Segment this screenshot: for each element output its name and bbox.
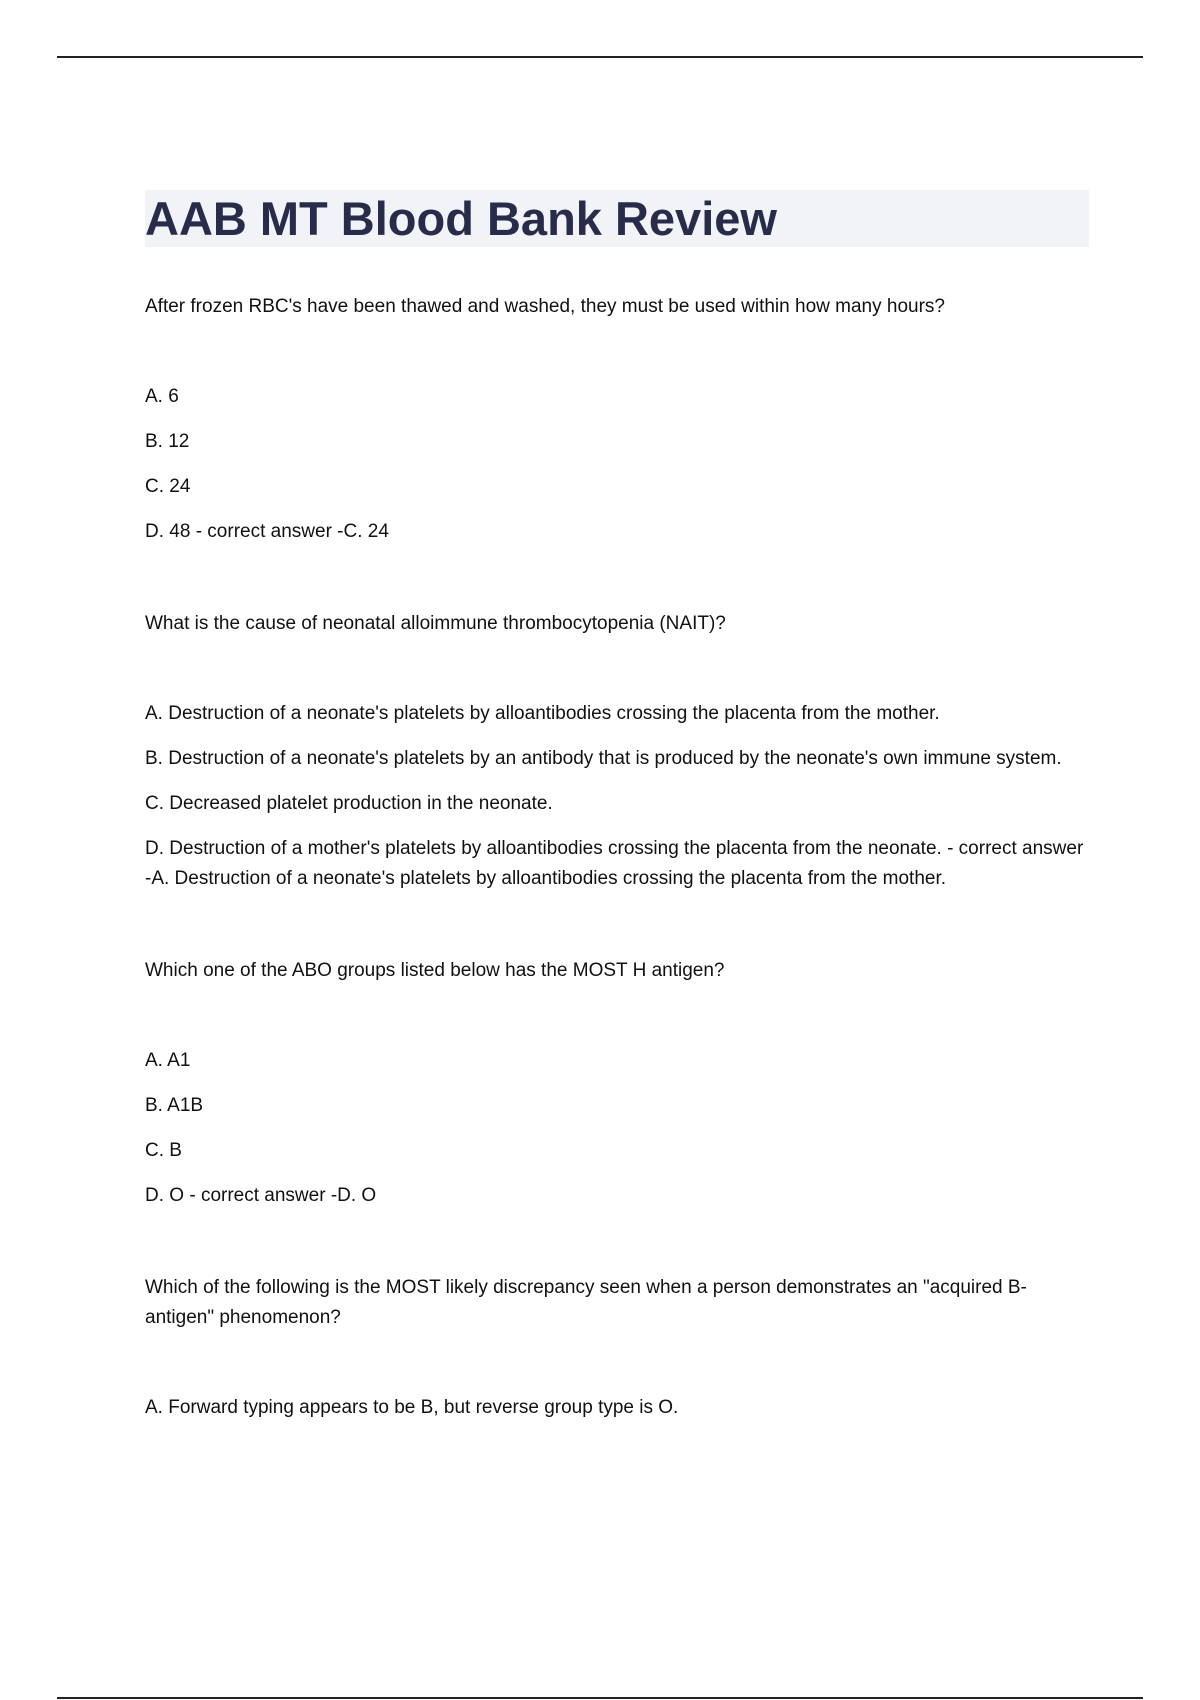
answer-option: D. 48 - correct answer -C. 24 xyxy=(145,521,389,542)
answer-option: A. 6 xyxy=(145,386,179,407)
document-body xyxy=(145,190,1089,1423)
document-title: AAB MT Blood Bank Review xyxy=(145,192,777,245)
question-block xyxy=(145,609,1089,894)
question-text: What is the cause of neonatal alloimmune thrombocytopenia (NAIT)? xyxy=(145,613,726,634)
answer-option: B. A1B xyxy=(145,1095,204,1116)
answer-option: A. A1 xyxy=(145,1050,191,1071)
answer-option: C. B xyxy=(145,1140,182,1161)
header-rule xyxy=(57,56,1143,58)
question-block xyxy=(145,292,1089,547)
question-text: Which of the following is the MOST likely discrepancy seen when a person demonstrates an "acquired B-antigen" phenomenon? xyxy=(145,1277,1027,1328)
title-band xyxy=(145,190,1089,247)
footer-rule xyxy=(57,1697,1143,1699)
question-block xyxy=(145,956,1089,1211)
answer-option: C. Decreased platelet production in the neonate. xyxy=(145,793,553,814)
answer-option: D. Destruction of a mother's platelets by alloantibodies crossing the placenta from the neonate. - correct answer -A. Destruction of a neonate's platelets by alloantibodies crossing the placenta from the mother. xyxy=(145,838,1084,889)
answer-option: B. Destruction of a neonate's platelets by an antibody that is produced by the neonate's own immune system. xyxy=(145,748,1062,769)
question-text: Which one of the ABO groups listed below has the MOST H antigen? xyxy=(145,960,725,981)
answer-option: A. Forward typing appears to be B, but reverse group type is O. xyxy=(145,1397,679,1418)
answer-option: B. 12 xyxy=(145,431,190,452)
answer-option: A. Destruction of a neonate's platelets by alloantibodies crossing the placenta from the mother. xyxy=(145,703,940,724)
answer-option: C. 24 xyxy=(145,476,191,497)
answer-option: D. O - correct answer -D. O xyxy=(145,1185,377,1206)
question-block xyxy=(145,1273,1089,1423)
question-text: After frozen RBC's have been thawed and washed, they must be used within how many hours? xyxy=(145,296,945,317)
